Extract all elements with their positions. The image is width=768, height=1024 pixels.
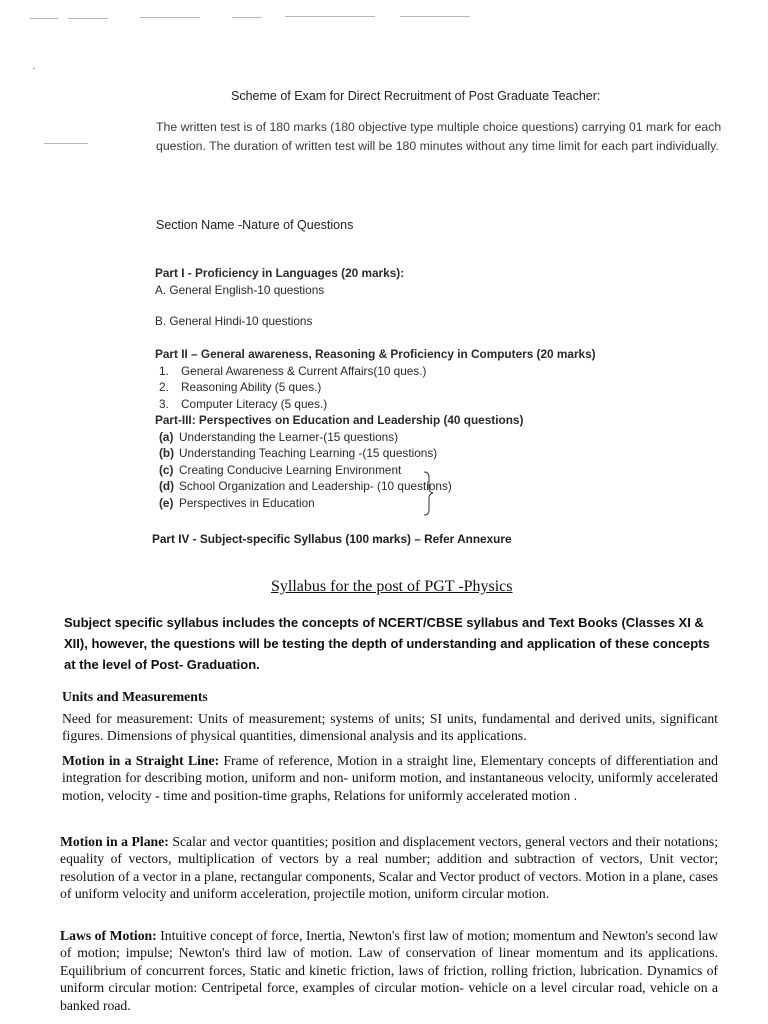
list-item: (e) Perspectives in Education — [159, 495, 315, 510]
scan-artifact — [33, 68, 35, 69]
scan-artifact — [400, 16, 470, 17]
scan-artifact — [68, 18, 108, 19]
section-name: Section Name -Nature of Questions — [156, 218, 354, 232]
part-1-item-b: B. General Hindi-10 questions — [155, 314, 313, 328]
part-2-3 — [155, 346, 596, 511]
part-3-title: Part-III: Perspectives on Education and Leadership (40 questions) — [155, 413, 524, 427]
part-1-item-a: A. General English-10 questions — [155, 282, 325, 297]
scan-artifact — [140, 17, 200, 18]
part-4: Part IV - Subject-specific Syllabus (100 marks) – Refer Annexure — [152, 532, 512, 546]
list-item: (b) Understanding Teaching Learning -(15 questions) — [159, 446, 438, 460]
list-item: (a) Understanding the Learner-(15 questions) — [159, 429, 399, 444]
list-item: 2. Reasoning Ability (5 ques.) — [159, 380, 322, 394]
part-1-title: Part I - Proficiency in Languages (20 marks): — [155, 266, 405, 280]
scan-artifact — [285, 16, 375, 17]
scheme-title: Scheme of Exam for Direct Recruitment of Post Graduate Teacher: — [231, 89, 601, 103]
subject-note: Subject specific syllabus includes the concepts of NCERT/CBSE syllabus and Text Books (Classes XI & XII), however, the questions will be testing the depth of understanding and application of these concepts at the level of Post- Graduation. — [64, 615, 710, 672]
scan-artifact — [30, 18, 58, 19]
part-1-item-b-wrap — [155, 313, 312, 330]
units-body: Need for measurement: Units of measurement; systems of units; SI units, fundamental and derived units, significant figures. Dimensions of physical quantities, dimensional analysis and its applications. — [62, 711, 718, 744]
list-item: (c) Creating Conducive Learning Environment — [159, 462, 402, 477]
units-heading: Units and Measurements — [62, 689, 208, 704]
curly-brace-mark — [422, 468, 442, 518]
scan-artifact — [44, 143, 88, 144]
list-item: 1. General Awareness & Current Affairs(10 ques.) — [159, 363, 427, 378]
topic-laws-of-motion: Laws of Motion: Intuitive concept of force, Inertia, Newton's first law of motion; momentum and Newton's second law of motion; impulse; Newton's third law of motion. Law of conservation of linear momentum and its applications. Equilibrium of concurrent forces, Static and kinetic friction, laws of friction, rolling friction, lubrication. Dynamics of uniform circular motion: Centripetal force, examples of circular motion- vehicle on a level circular road, vehicle on a banked road. — [60, 928, 718, 1013]
topic-plane: Motion in a Plane: Scalar and vector quantities; position and displacement vectors, general vectors and their notations; equality of vectors, multiplication of vectors by a real number; addition and subtraction of vectors, Unit vector; resolution of a vector in a plane, rectangular components, Scalar and Vector product of vectors. Motion in a plane, cases of uniform velocity and uniform acceleration, projectile motion, uniform circular motion. — [60, 834, 718, 902]
part-2-title: Part II – General awareness, Reasoning & Proficiency in Computers (20 marks) — [155, 347, 596, 361]
scan-artifact — [232, 17, 262, 18]
intro-paragraph: The written test is of 180 marks (180 objective type multiple choice questions) carrying 01 mark for each question. The duration of written test will be 180 minutes without any time limit for each part individually. — [156, 120, 722, 153]
list-item: (d) School Organization and Leadership- (10 questions) — [159, 479, 452, 493]
list-item: 3. Computer Literacy (5 ques.) — [159, 396, 328, 411]
topic-straight-line: Motion in a Straight Line: Frame of reference, Motion in a straight line, Elementary concepts of differentiation and integration for describing motion, uniform and non- uniform motion, and instantaneous velocity, uniformly accelerated motion, velocity - time and position-time graphs, Relations for uniformly accelerated motion . — [62, 753, 718, 803]
syllabus-title: Syllabus for the post of PGT -Physics — [271, 578, 513, 595]
part-1 — [155, 265, 404, 298]
